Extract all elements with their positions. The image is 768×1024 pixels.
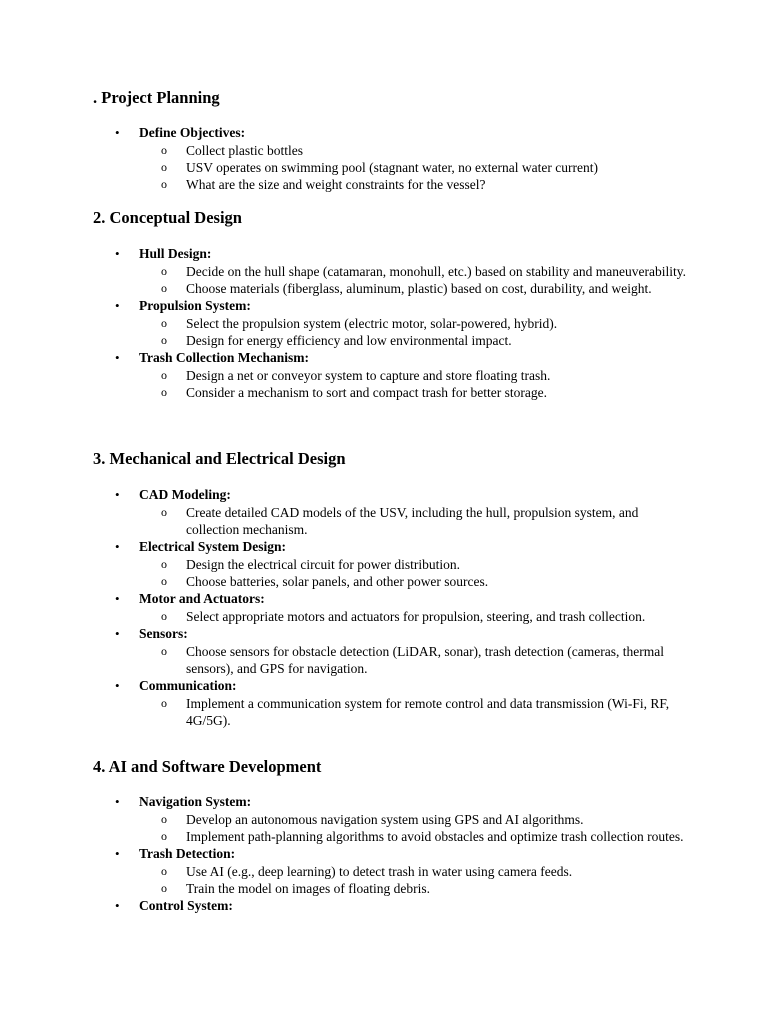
sub-list-item: o Choose materials (fiberglass, aluminum, plastic) based on cost, durability, and weight. [161, 281, 652, 296]
item-label: Hull Design: [139, 246, 212, 261]
sub-list-item: o Choose sensors for obstacle detection (LiDAR, sonar), trash detection (cameras, thermal sensors), and GPS for navigation. [161, 644, 664, 676]
circle-bullet-icon: o [161, 177, 167, 191]
item-label: Define Objectives: [139, 125, 246, 140]
list-item [93, 590, 713, 625]
sub-list-item: o Design for energy efficiency and low environmental impact. [161, 333, 512, 348]
sub-list [139, 695, 713, 729]
sub-list-item: o Decide on the hull shape (catamaran, monohull, etc.) based on stability and maneuverability. [161, 264, 686, 279]
bullet-icon: • [115, 298, 120, 313]
circle-bullet-icon: o [161, 829, 167, 843]
sub-list [139, 863, 713, 897]
bullet-icon: • [115, 846, 120, 861]
circle-bullet-icon: o [161, 264, 167, 278]
circle-bullet-icon: o [161, 143, 167, 157]
bullet-icon: • [115, 246, 120, 261]
section-mechanical-electrical-design [93, 449, 713, 729]
item-label: Navigation System: [139, 794, 252, 809]
sub-list-item: o Create detailed CAD models of the USV, including the hull, propulsion system, and collection mechanism. [161, 505, 639, 537]
list-item [93, 245, 713, 297]
list-item [93, 297, 713, 349]
bullet-icon: • [115, 794, 120, 809]
bullet-list [93, 793, 713, 915]
circle-bullet-icon: o [161, 812, 167, 826]
list-item [93, 486, 713, 538]
bullet-list [93, 245, 713, 401]
item-label: Control System: [139, 898, 233, 913]
circle-bullet-icon: o [161, 557, 167, 571]
circle-bullet-icon: o [161, 574, 167, 588]
item-label: CAD Modeling: [139, 487, 231, 502]
item-label: Sensors: [139, 626, 188, 641]
sub-list [139, 811, 713, 845]
circle-bullet-icon: o [161, 644, 167, 658]
circle-bullet-icon: o [161, 864, 167, 878]
circle-bullet-icon: o [161, 333, 167, 347]
item-label: Communication: [139, 678, 237, 693]
circle-bullet-icon: o [161, 385, 167, 399]
sub-list-item: o Select appropriate motors and actuators for propulsion, steering, and trash collection. [161, 609, 646, 624]
sub-list-item: o Collect plastic bottles [161, 143, 303, 158]
item-label: Motor and Actuators: [139, 591, 265, 606]
section-ai-software-development [93, 757, 713, 915]
sub-list-item: o Select the propulsion system (electric motor, solar-powered, hybrid). [161, 316, 558, 331]
item-label: Trash Collection Mechanism: [139, 350, 309, 365]
circle-bullet-icon: o [161, 881, 167, 895]
section-conceptual-design [93, 208, 713, 401]
sub-list-item: o Choose batteries, solar panels, and other power sources. [161, 574, 489, 589]
sub-list-item: o What are the size and weight constraints for the vessel? [161, 177, 486, 192]
section-heading: 2. Conceptual Design [93, 208, 242, 227]
list-item [93, 897, 713, 915]
bullet-list [93, 486, 713, 729]
section-heading: . Project Planning [93, 88, 220, 107]
item-label: Trash Detection: [139, 846, 236, 861]
circle-bullet-icon: o [161, 609, 167, 623]
bullet-list [93, 124, 713, 193]
item-label: Propulsion System: [139, 298, 251, 313]
circle-bullet-icon: o [161, 316, 167, 330]
bullet-icon: • [115, 591, 120, 606]
circle-bullet-icon: o [161, 368, 167, 382]
list-item [93, 793, 713, 845]
sub-list [139, 608, 713, 625]
bullet-icon: • [115, 350, 120, 365]
circle-bullet-icon: o [161, 160, 167, 174]
bullet-icon: • [115, 539, 120, 554]
circle-bullet-icon: o [161, 505, 167, 519]
bullet-icon: • [115, 898, 120, 913]
sub-list [139, 315, 713, 349]
sub-list [139, 504, 713, 538]
sub-list [139, 367, 713, 401]
bullet-icon: • [115, 678, 120, 693]
sub-list [139, 556, 713, 590]
section-project-planning [93, 88, 713, 193]
list-item [93, 845, 713, 897]
bullet-icon: • [115, 487, 120, 502]
list-item [93, 349, 713, 401]
circle-bullet-icon: o [161, 281, 167, 295]
sub-list-item: o Design a net or conveyor system to capture and store floating trash. [161, 368, 551, 383]
sub-list-item: o Develop an autonomous navigation system using GPS and AI algorithms. [161, 812, 584, 827]
bullet-icon: • [115, 626, 120, 641]
sub-list-item: o Implement a communication system for remote control and data transmission (Wi-Fi, RF, 4G/5G). [161, 696, 670, 728]
circle-bullet-icon: o [161, 696, 167, 710]
sub-list-item: o Consider a mechanism to sort and compact trash for better storage. [161, 385, 548, 400]
sub-list [139, 142, 713, 193]
sub-list [139, 263, 713, 297]
section-heading: 3. Mechanical and Electrical Design [93, 449, 346, 468]
sub-list-item: o Design the electrical circuit for power distribution. [161, 557, 461, 572]
list-item [93, 124, 713, 193]
sub-list-item: o USV operates on swimming pool (stagnant water, no external water current) [161, 160, 598, 175]
list-item [93, 625, 713, 677]
sub-list-item: o Use AI (e.g., deep learning) to detect trash in water using camera feeds. [161, 864, 573, 879]
sub-list [139, 643, 713, 677]
bullet-icon: • [115, 125, 120, 140]
list-item [93, 677, 713, 729]
item-label: Electrical System Design: [139, 539, 286, 554]
sub-list-item: o Train the model on images of floating debris. [161, 881, 430, 896]
list-item [93, 538, 713, 590]
sub-list-item: o Implement path-planning algorithms to avoid obstacles and optimize trash collection routes. [161, 829, 684, 844]
section-heading: 4. AI and Software Development [93, 757, 322, 776]
